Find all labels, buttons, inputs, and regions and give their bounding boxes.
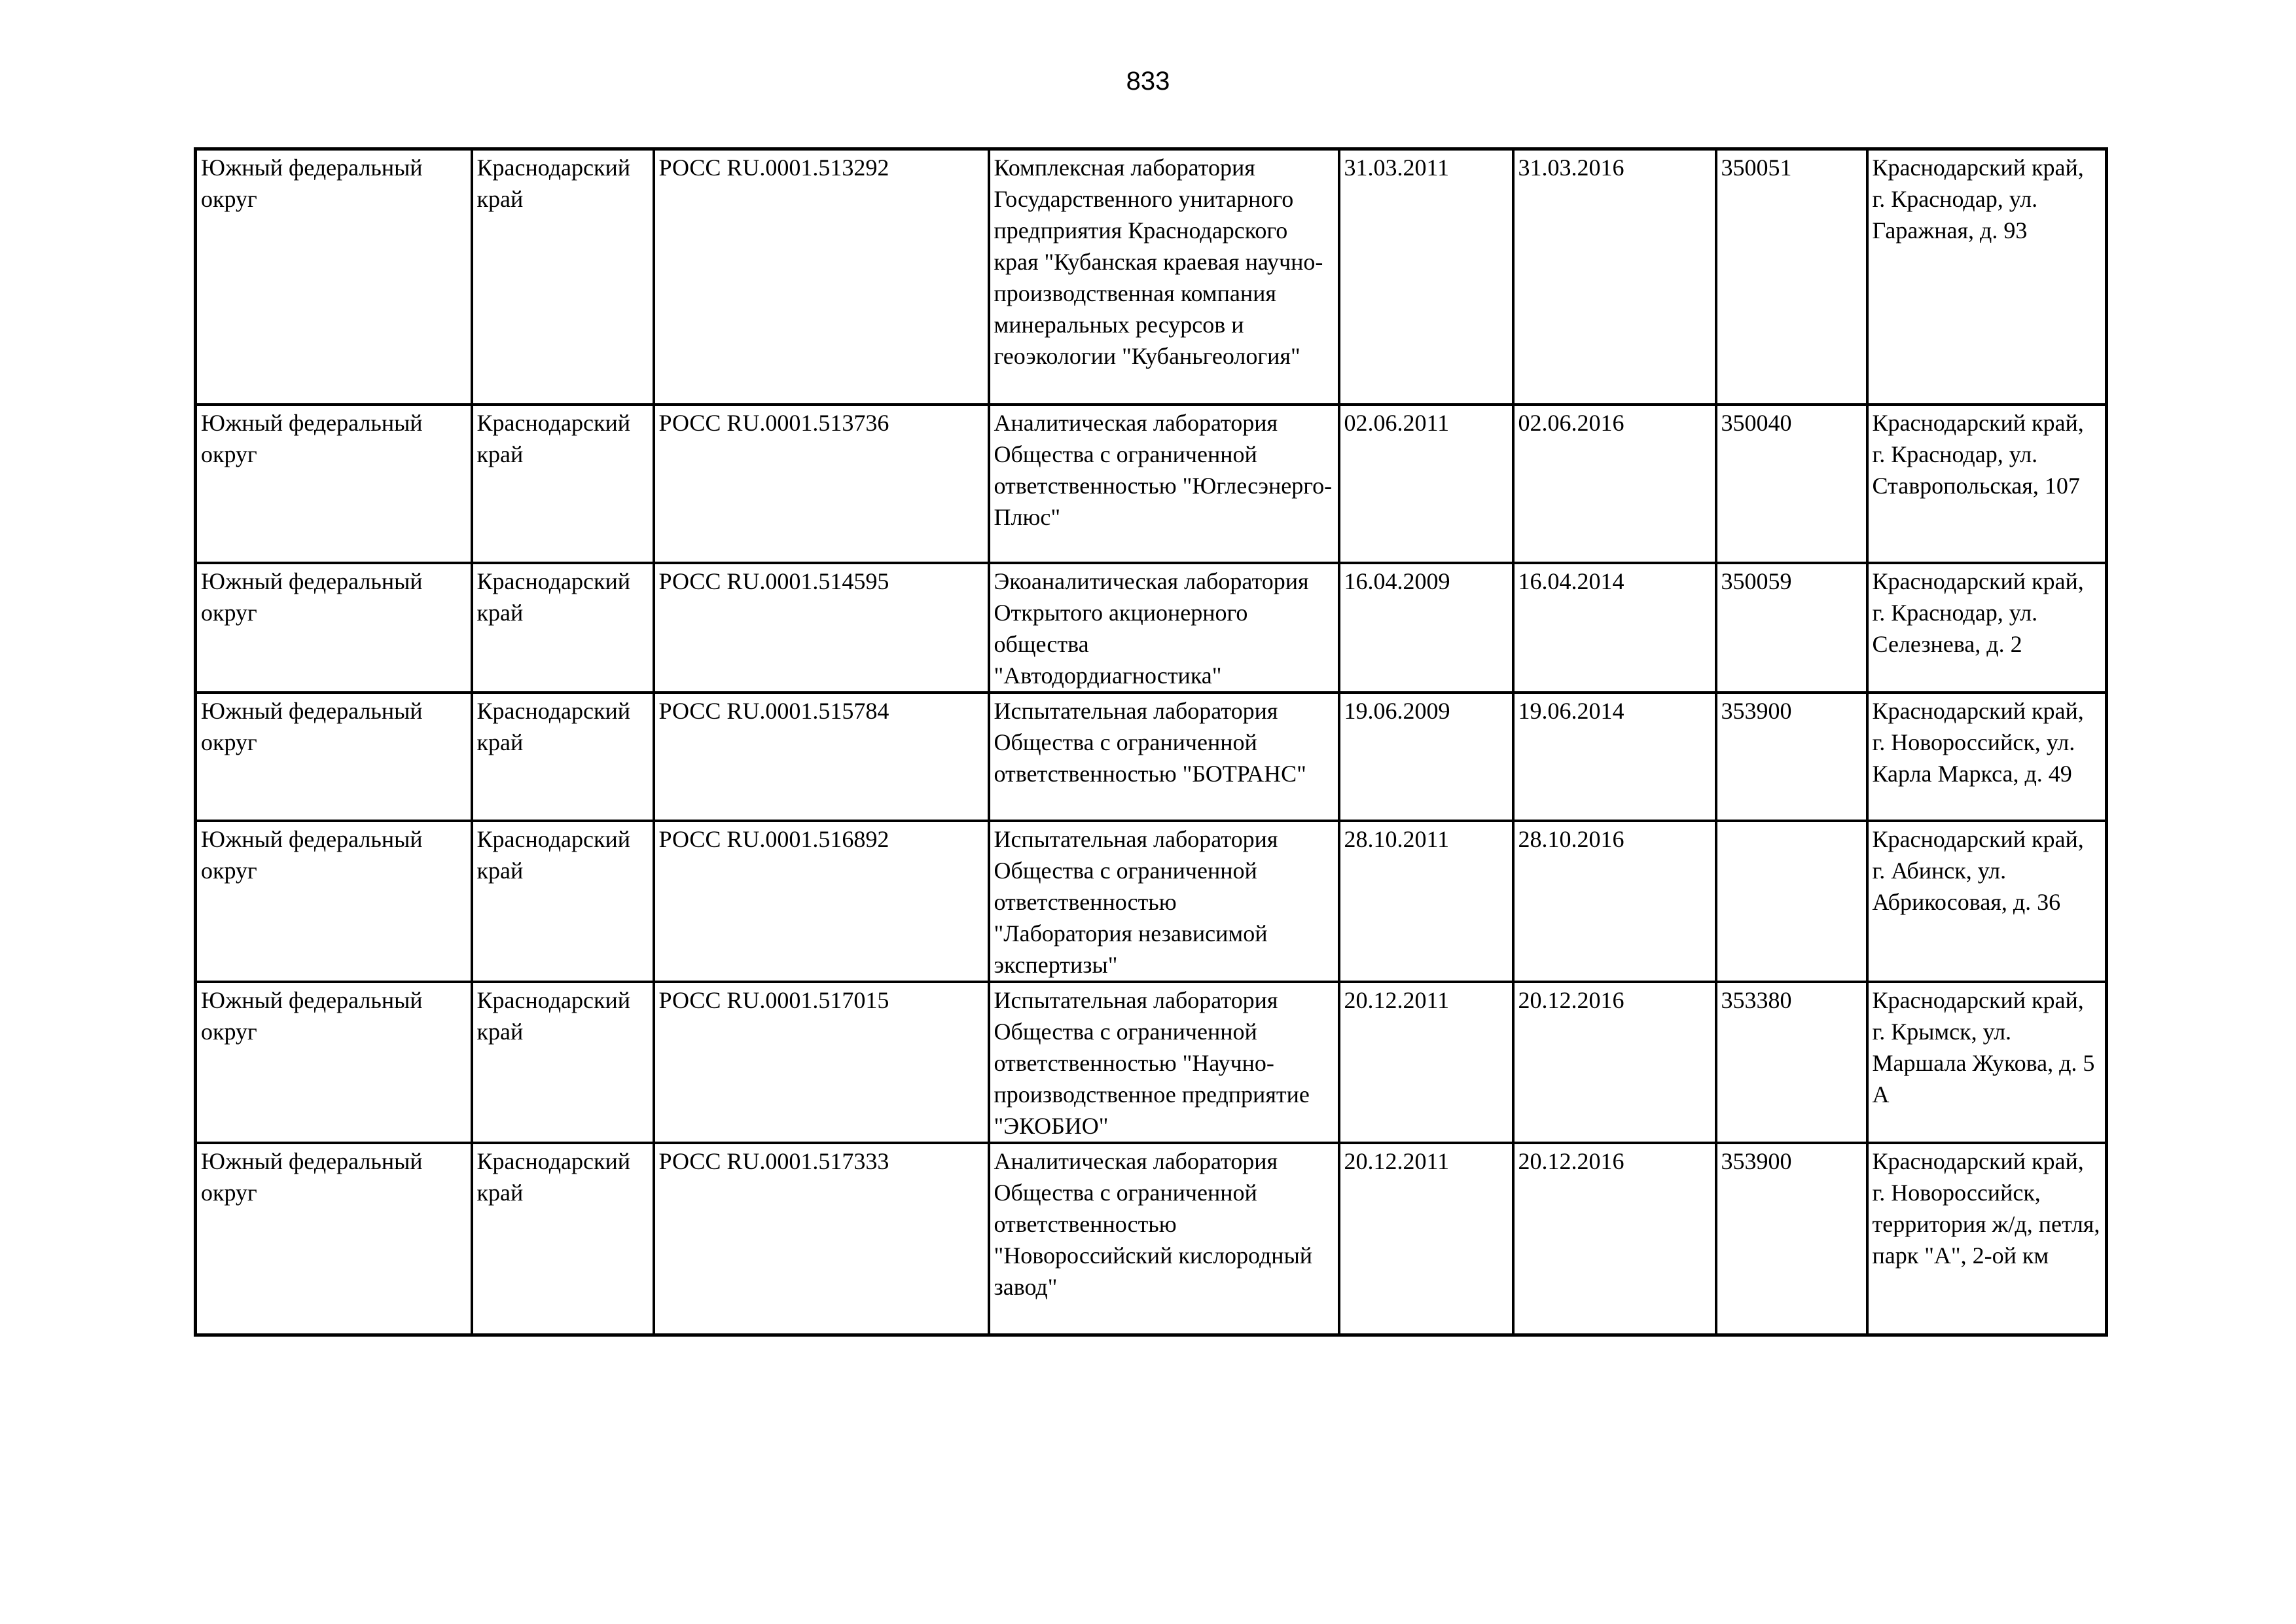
region-cell: Краснодарский край [472, 405, 654, 563]
laboratory-name-cell: Аналитическая лаборатория Общества с ограниченной ответственностью "Новороссийский кислородный завод" [989, 1143, 1339, 1335]
region-cell: Краснодарский край [472, 982, 654, 1143]
address-cell: Краснодарский край, г. Краснодар, ул. Гаражная, д. 93 [1867, 149, 2107, 405]
laboratory-name-cell: Экоаналитическая лаборатория Открытого акционерного общества "Автодордиагностика" [989, 563, 1339, 693]
laboratory-name-cell: Испытательная лаборатория Общества с ограниченной ответственностью "Научно-производственное предприятие "ЭКОБИО" [989, 982, 1339, 1143]
district-cell: Южный федеральный округ [196, 563, 472, 693]
region-cell: Краснодарский край [472, 563, 654, 693]
page-number: 833 [1126, 67, 1170, 96]
address-cell: Краснодарский край, г. Новороссийск, ул. Карла Маркса, д. 49 [1867, 693, 2107, 821]
date-issued-cell: 02.06.2011 [1339, 405, 1513, 563]
date-issued-cell: 20.12.2011 [1339, 982, 1513, 1143]
accreditation-number-cell: РОСС RU.0001.513736 [654, 405, 989, 563]
address-cell: Краснодарский край, г. Краснодар, ул. Ставропольская, 107 [1867, 405, 2107, 563]
table-row [196, 982, 2107, 1143]
date-valid-cell: 31.03.2016 [1513, 149, 1716, 405]
table-row [196, 149, 2107, 405]
date-valid-cell: 20.12.2016 [1513, 1143, 1716, 1335]
postcode-cell: 353380 [1716, 982, 1867, 1143]
date-issued-cell: 19.06.2009 [1339, 693, 1513, 821]
accreditation-number-cell: РОСС RU.0001.517333 [654, 1143, 989, 1335]
date-issued-cell: 20.12.2011 [1339, 1143, 1513, 1335]
region-cell: Краснодарский край [472, 821, 654, 982]
date-issued-cell: 16.04.2009 [1339, 563, 1513, 693]
laboratory-registry-table [194, 147, 2108, 1337]
address-cell: Краснодарский край, г. Новороссийск, территория ж/д, петля, парк "А", 2-ой км [1867, 1143, 2107, 1335]
table-body [196, 149, 2107, 1335]
accreditation-number-cell: РОСС RU.0001.513292 [654, 149, 989, 405]
date-issued-cell: 31.03.2011 [1339, 149, 1513, 405]
district-cell: Южный федеральный округ [196, 149, 472, 405]
address-cell: Краснодарский край, г. Крымск, ул. Маршала Жукова, д. 5 А [1867, 982, 2107, 1143]
postcode-cell: 350059 [1716, 563, 1867, 693]
region-cell: Краснодарский край [472, 1143, 654, 1335]
laboratory-name-cell: Испытательная лаборатория Общества с ограниченной ответственностью "Лаборатория независимой экспертизы" [989, 821, 1339, 982]
postcode-cell [1716, 821, 1867, 982]
table-row [196, 821, 2107, 982]
district-cell: Южный федеральный округ [196, 982, 472, 1143]
postcode-cell: 353900 [1716, 1143, 1867, 1335]
district-cell: Южный федеральный округ [196, 693, 472, 821]
laboratory-name-cell: Комплексная лаборатория Государственного унитарного предприятия Краснодарского края "Кубанская краевая научно-производственная компания минеральных ресурсов и геоэкологии "Кубаньгеология" [989, 149, 1339, 405]
postcode-cell: 350051 [1716, 149, 1867, 405]
table-row [196, 1143, 2107, 1335]
date-valid-cell: 28.10.2016 [1513, 821, 1716, 982]
address-cell: Краснодарский край, г. Абинск, ул. Абрикосовая, д. 36 [1867, 821, 2107, 982]
accreditation-number-cell: РОСС RU.0001.517015 [654, 982, 989, 1143]
district-cell: Южный федеральный округ [196, 405, 472, 563]
table-row [196, 693, 2107, 821]
district-cell: Южный федеральный округ [196, 821, 472, 982]
date-valid-cell: 02.06.2016 [1513, 405, 1716, 563]
region-cell: Краснодарский край [472, 149, 654, 405]
date-issued-cell: 28.10.2011 [1339, 821, 1513, 982]
postcode-cell: 350040 [1716, 405, 1867, 563]
accreditation-number-cell: РОСС RU.0001.515784 [654, 693, 989, 821]
region-cell: Краснодарский край [472, 693, 654, 821]
table-row [196, 563, 2107, 693]
accreditation-number-cell: РОСС RU.0001.514595 [654, 563, 989, 693]
district-cell: Южный федеральный округ [196, 1143, 472, 1335]
laboratory-name-cell: Аналитическая лаборатория Общества с ограниченной ответственностью "Юглесэнерго-Плюс" [989, 405, 1339, 563]
date-valid-cell: 19.06.2014 [1513, 693, 1716, 821]
postcode-cell: 353900 [1716, 693, 1867, 821]
laboratory-name-cell: Испытательная лаборатория Общества с ограниченной ответственностью "БОТРАНС" [989, 693, 1339, 821]
accreditation-number-cell: РОСС RU.0001.516892 [654, 821, 989, 982]
address-cell: Краснодарский край, г. Краснодар, ул. Селезнева, д. 2 [1867, 563, 2107, 693]
table-row [196, 405, 2107, 563]
date-valid-cell: 16.04.2014 [1513, 563, 1716, 693]
date-valid-cell: 20.12.2016 [1513, 982, 1716, 1143]
